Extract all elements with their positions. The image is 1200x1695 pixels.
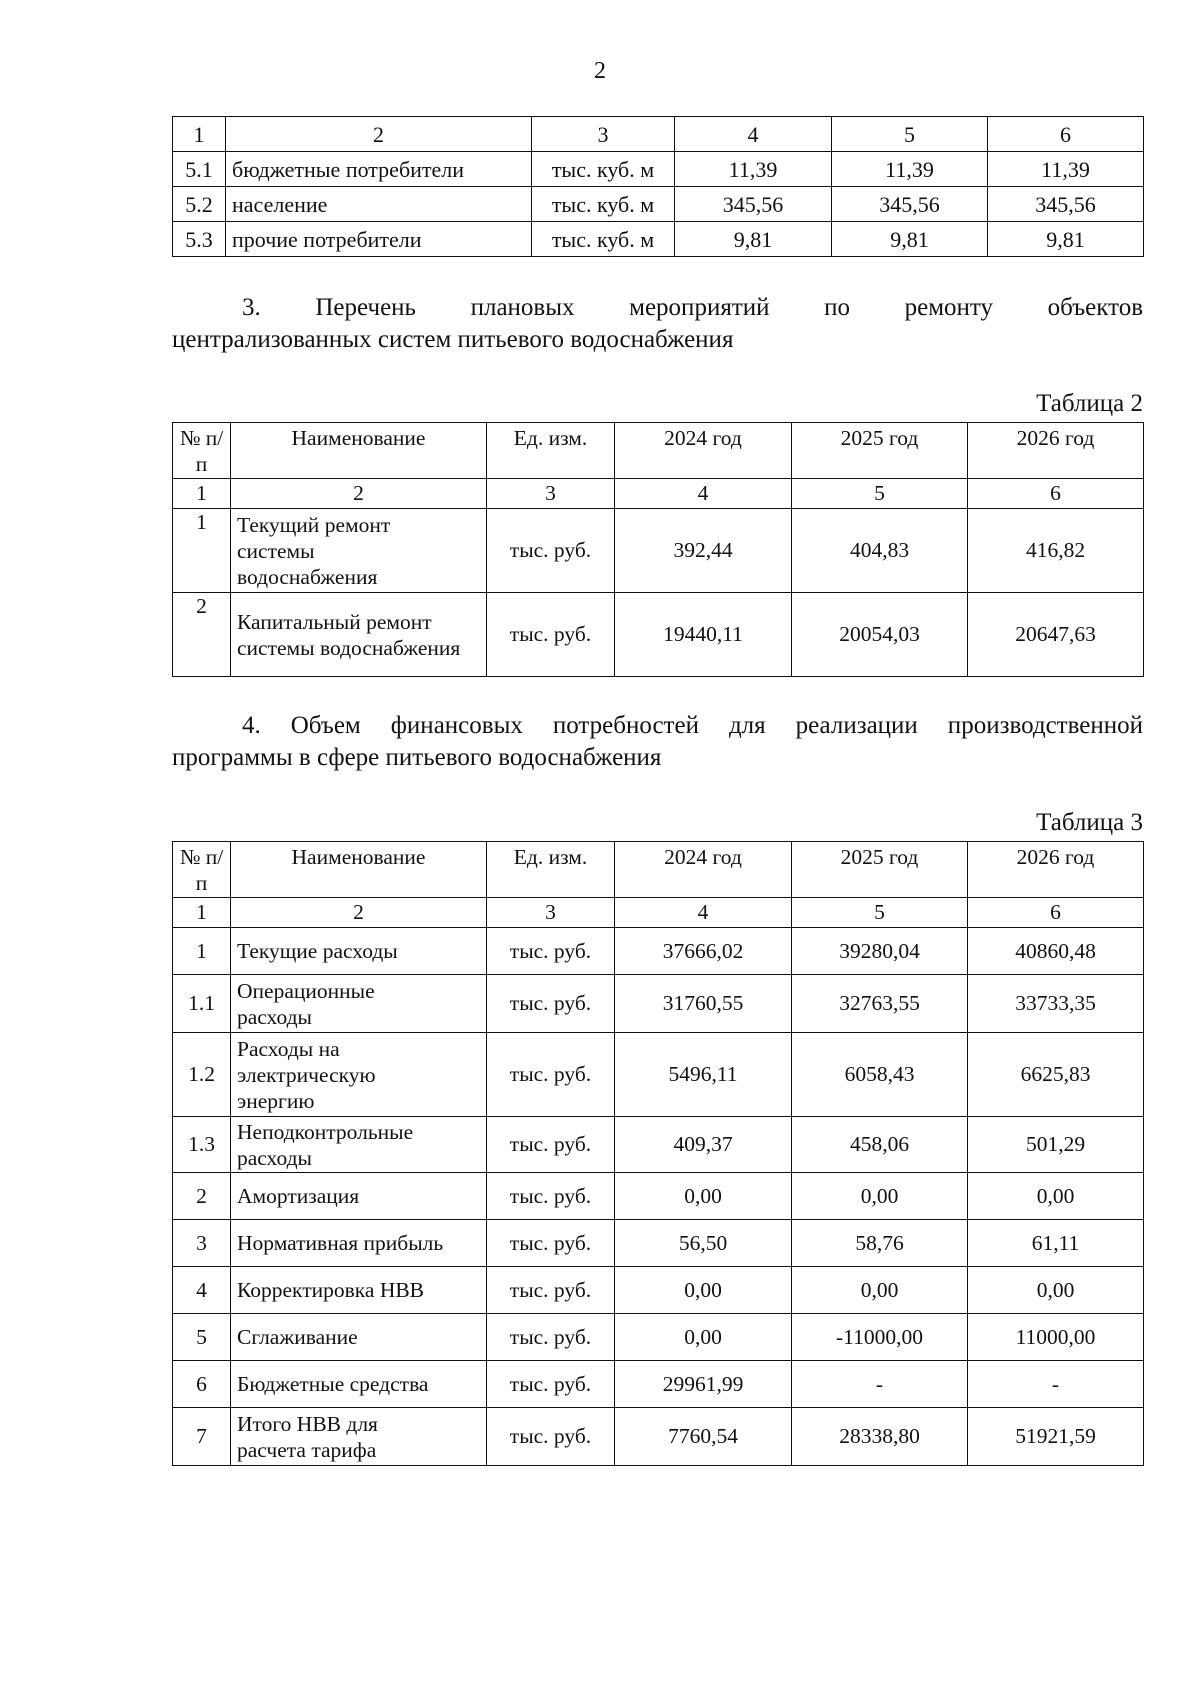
row-value: 345,56: [988, 187, 1144, 222]
col-number: 3: [487, 898, 615, 928]
table-row: [173, 187, 1144, 222]
row-unit: тыс. руб.: [487, 1314, 615, 1361]
row-index: 1.1: [173, 975, 231, 1033]
row-value: 345,56: [675, 187, 832, 222]
row-value: 0,00: [968, 1173, 1144, 1220]
col-number: 4: [675, 117, 832, 152]
table-row: [173, 928, 1144, 975]
col-number: 6: [968, 479, 1144, 509]
row-index: 4: [173, 1267, 231, 1314]
row-unit: тыс. руб.: [487, 1033, 615, 1117]
row-unit: тыс. руб.: [487, 1361, 615, 1408]
col-number: 4: [615, 898, 792, 928]
row-value: 6058,43: [792, 1033, 968, 1117]
row-value: 40860,48: [968, 928, 1144, 975]
col-number: 2: [226, 117, 532, 152]
row-name: Амортизация: [231, 1173, 487, 1220]
row-name: Итого НВВ для расчета тарифа: [231, 1408, 487, 1466]
col-number: 1: [173, 117, 226, 152]
row-value: 458,06: [792, 1117, 968, 1173]
row-value: 58,76: [792, 1220, 968, 1267]
row-unit: тыс. руб.: [487, 1408, 615, 1466]
row-name: бюджетные потребители: [226, 152, 532, 187]
table-row: [173, 152, 1144, 187]
column-numbers-row: [173, 479, 1144, 509]
row-value: 28338,80: [792, 1408, 968, 1466]
row-value: 0,00: [968, 1267, 1144, 1314]
col-number: 6: [968, 898, 1144, 928]
row-value: 0,00: [792, 1173, 968, 1220]
table-row: [173, 1361, 1144, 1408]
row-value: 29961,99: [615, 1361, 792, 1408]
col-header-name: Наименование: [231, 423, 487, 479]
table-row: [173, 1314, 1144, 1361]
row-index: 2: [173, 1173, 231, 1220]
table-row: [173, 509, 1144, 593]
col-header-year: 2026 год: [968, 842, 1144, 898]
col-number: 2: [231, 898, 487, 928]
row-name: Текущий ремонт системы водоснабжения: [231, 509, 487, 593]
row-value: 501,29: [968, 1117, 1144, 1173]
row-value: 0,00: [615, 1314, 792, 1361]
row-unit: тыс. руб.: [487, 975, 615, 1033]
col-header-year: 2026 год: [968, 423, 1144, 479]
row-value: 345,56: [832, 187, 988, 222]
row-value: -: [968, 1361, 1144, 1408]
row-value: -: [792, 1361, 968, 1408]
col-number: 1: [173, 479, 231, 509]
page-number: 2: [594, 58, 606, 84]
row-value: 6625,83: [968, 1033, 1144, 1117]
section-3-title-line1: 3. Перечень плановых мероприятий по ремонту объектов: [242, 294, 1143, 321]
row-unit: тыс. руб.: [487, 1173, 615, 1220]
row-value: 7760,54: [615, 1408, 792, 1466]
col-header-year: 2025 год: [792, 423, 968, 479]
table-row: [173, 1408, 1144, 1466]
consumption-table: [172, 116, 1144, 257]
row-name: Нормативная прибыль: [231, 1220, 487, 1267]
row-unit: тыс. куб. м: [532, 152, 675, 187]
row-value: 11000,00: [968, 1314, 1144, 1361]
row-index: 5.2: [173, 187, 226, 222]
row-value: 11,39: [988, 152, 1144, 187]
row-value: 37666,02: [615, 928, 792, 975]
row-value: 409,37: [615, 1117, 792, 1173]
row-index: 3: [173, 1220, 231, 1267]
row-index: 5.3: [173, 222, 226, 257]
col-number: 4: [615, 479, 792, 509]
table-row: [173, 222, 1144, 257]
col-header-index: № п/п: [173, 842, 231, 898]
row-index: 2: [173, 593, 231, 677]
table-row: [173, 1220, 1144, 1267]
row-value: 11,39: [832, 152, 988, 187]
row-value: 0,00: [792, 1267, 968, 1314]
table-row: [173, 593, 1144, 677]
row-index: 1: [173, 509, 231, 593]
row-value: 9,81: [675, 222, 832, 257]
row-index: 6: [173, 1361, 231, 1408]
col-header-name: Наименование: [231, 842, 487, 898]
row-name: Расходы на электрическую энергию: [231, 1033, 487, 1117]
row-value: 9,81: [832, 222, 988, 257]
row-name: Неподконтрольные расходы: [231, 1117, 487, 1173]
row-index: 1.2: [173, 1033, 231, 1117]
row-unit: тыс. руб.: [487, 509, 615, 593]
row-index: 1.3: [173, 1117, 231, 1173]
row-value: 32763,55: [792, 975, 968, 1033]
row-name: Сглаживание: [231, 1314, 487, 1361]
row-name: население: [226, 187, 532, 222]
row-value: 31760,55: [615, 975, 792, 1033]
row-value: 39280,04: [792, 928, 968, 975]
col-header-unit: Ед. изм.: [487, 842, 615, 898]
row-name: Корректировка НВВ: [231, 1267, 487, 1314]
col-number: 2: [231, 479, 487, 509]
financial-needs-table: [172, 841, 1144, 1466]
col-number: 5: [792, 898, 968, 928]
row-name: Капитальный ремонт системы водоснабжения: [231, 593, 487, 677]
row-value: 11,39: [675, 152, 832, 187]
col-number: 3: [532, 117, 675, 152]
repair-plan-table: [172, 422, 1144, 677]
row-unit: тыс. руб.: [487, 1117, 615, 1173]
table-header-row: [173, 842, 1144, 898]
col-header-unit: Ед. изм.: [487, 423, 615, 479]
col-number: 3: [487, 479, 615, 509]
col-number: 6: [988, 117, 1144, 152]
col-number: 1: [173, 898, 231, 928]
col-number: 5: [792, 479, 968, 509]
row-name: прочие потребители: [226, 222, 532, 257]
row-value: 5496,11: [615, 1033, 792, 1117]
row-value: 61,11: [968, 1220, 1144, 1267]
row-value: 20054,03: [792, 593, 968, 677]
table-2-caption: Таблица 2: [1036, 390, 1143, 417]
row-index: 1: [173, 928, 231, 975]
row-value: 416,82: [968, 509, 1144, 593]
col-number: 5: [832, 117, 988, 152]
row-name: Текущие расходы: [231, 928, 487, 975]
row-unit: тыс. куб. м: [532, 187, 675, 222]
section-4-heading: [172, 710, 1143, 774]
row-name: Операционные расходы: [231, 975, 487, 1033]
section-3-title-line2: централизованных систем питьевого водоснабжения: [172, 326, 734, 353]
row-index: 5: [173, 1314, 231, 1361]
row-value: -11000,00: [792, 1314, 968, 1361]
table-row: [173, 1117, 1144, 1173]
row-value: 33733,35: [968, 975, 1144, 1033]
col-header-index: № п/п: [173, 423, 231, 479]
section-4-title-line1: 4. Объем финансовых потребностей для реализации производственной: [242, 712, 1143, 739]
row-unit: тыс. куб. м: [532, 222, 675, 257]
row-value: 392,44: [615, 509, 792, 593]
col-header-year: 2024 год: [615, 842, 792, 898]
table-row: [173, 975, 1144, 1033]
table-header-row: [173, 423, 1144, 479]
row-unit: тыс. руб.: [487, 1220, 615, 1267]
row-value: 20647,63: [968, 593, 1144, 677]
row-value: 19440,11: [615, 593, 792, 677]
section-3-heading: [172, 292, 1143, 356]
row-name: Бюджетные средства: [231, 1361, 487, 1408]
table-row: [173, 1267, 1144, 1314]
table-row: [173, 1173, 1144, 1220]
row-unit: тыс. руб.: [487, 1267, 615, 1314]
row-unit: тыс. руб.: [487, 593, 615, 677]
row-value: 51921,59: [968, 1408, 1144, 1466]
column-numbers-row: [173, 898, 1144, 928]
row-unit: тыс. руб.: [487, 928, 615, 975]
row-value: 9,81: [988, 222, 1144, 257]
row-index: 7: [173, 1408, 231, 1466]
table-row: [173, 1033, 1144, 1117]
row-value: 0,00: [615, 1173, 792, 1220]
table-3-caption: Таблица 3: [1036, 809, 1143, 836]
section-4-title-line2: программы в сфере питьевого водоснабжения: [172, 744, 662, 771]
table-header-row: [173, 117, 1144, 152]
row-index: 5.1: [173, 152, 226, 187]
row-value: 56,50: [615, 1220, 792, 1267]
col-header-year: 2025 год: [792, 842, 968, 898]
col-header-year: 2024 год: [615, 423, 792, 479]
row-value: 0,00: [615, 1267, 792, 1314]
row-value: 404,83: [792, 509, 968, 593]
